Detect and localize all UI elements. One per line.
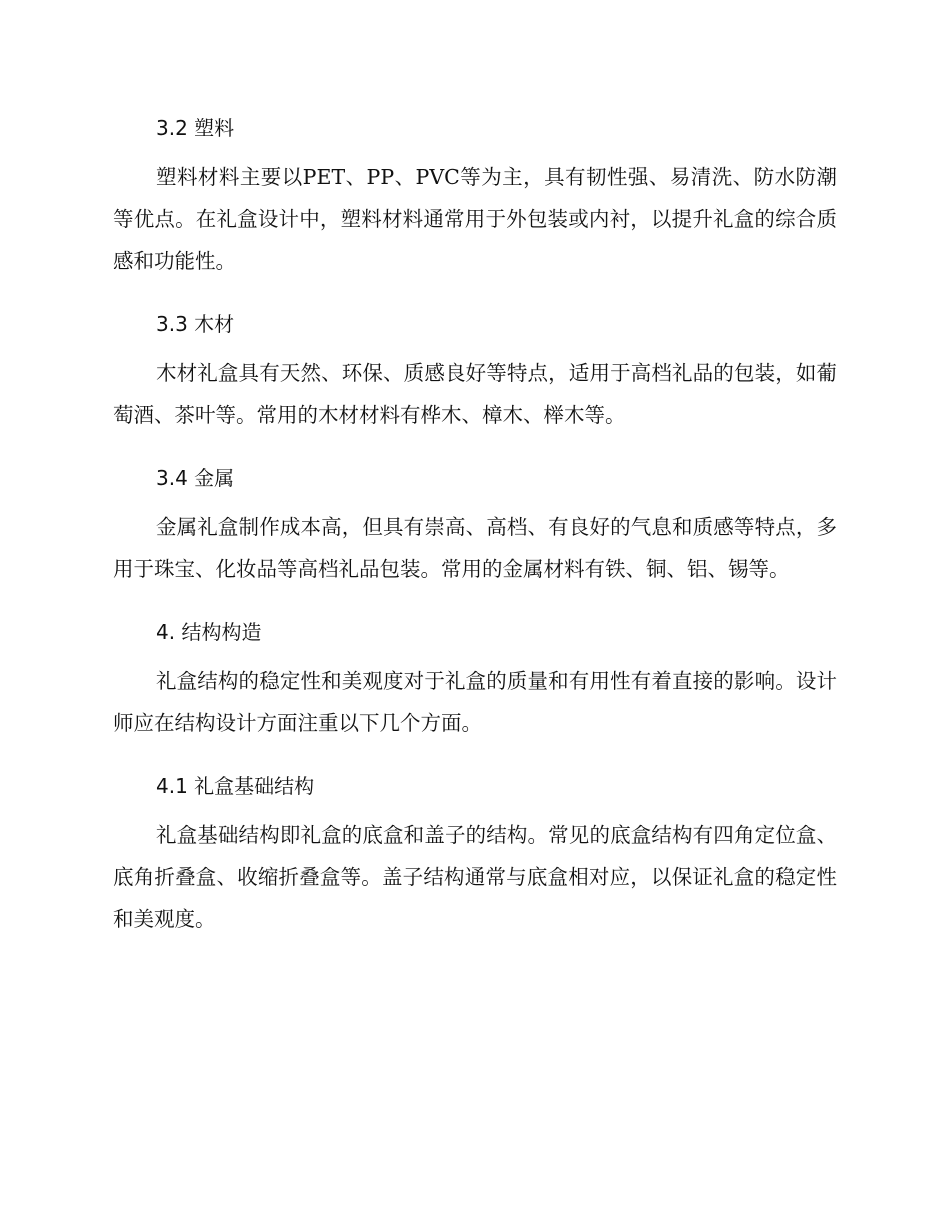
section-paragraph: 金属礼盒制作成本高，但具有崇高、高档、有良好的气息和质感等特点，多用于珠宝、化妆品等高档礼品包装。常用的金属材料有铁、铜、铝、锡等。 bbox=[113, 515, 837, 581]
section-heading: 3.3 木材 bbox=[156, 312, 235, 336]
section-heading: 4. 结构构造 bbox=[156, 620, 262, 644]
section-paragraph: 礼盒结构的稳定性和美观度对于礼盒的质量和有用性有着直接的影响。设计师应在结构设计方面注重以下几个方面。 bbox=[113, 669, 837, 735]
section-paragraph: 塑料材料主要以PET、PP、PVC等为主，具有韧性强、易清洗、防水防潮等优点。在礼盒设计中，塑料材料通常用于外包装或内衬，以提升礼盒的综合质感和功能性。 bbox=[113, 165, 837, 273]
section-metal bbox=[113, 458, 837, 590]
section-structure bbox=[113, 612, 837, 744]
section-paragraph: 木材礼盒具有天然、环保、质感良好等特点，适用于高档礼品的包装，如葡萄酒、茶叶等。常用的木材材料有桦木、樟木、榉木等。 bbox=[113, 361, 837, 427]
section-wood bbox=[113, 304, 837, 436]
document-body bbox=[113, 108, 837, 962]
section-heading: 3.4 金属 bbox=[156, 466, 235, 490]
section-paragraph: 礼盒基础结构即礼盒的底盒和盖子的结构。常见的底盒结构有四角定位盒、底角折叠盒、收缩折叠盒等。盖子结构通常与底盒相对应，以保证礼盒的稳定性和美观度。 bbox=[113, 823, 837, 931]
section-heading: 3.2 塑料 bbox=[156, 116, 235, 140]
section-basic-structure bbox=[113, 766, 837, 940]
section-plastic bbox=[113, 108, 837, 282]
section-heading: 4.1 礼盒基础结构 bbox=[156, 774, 315, 798]
